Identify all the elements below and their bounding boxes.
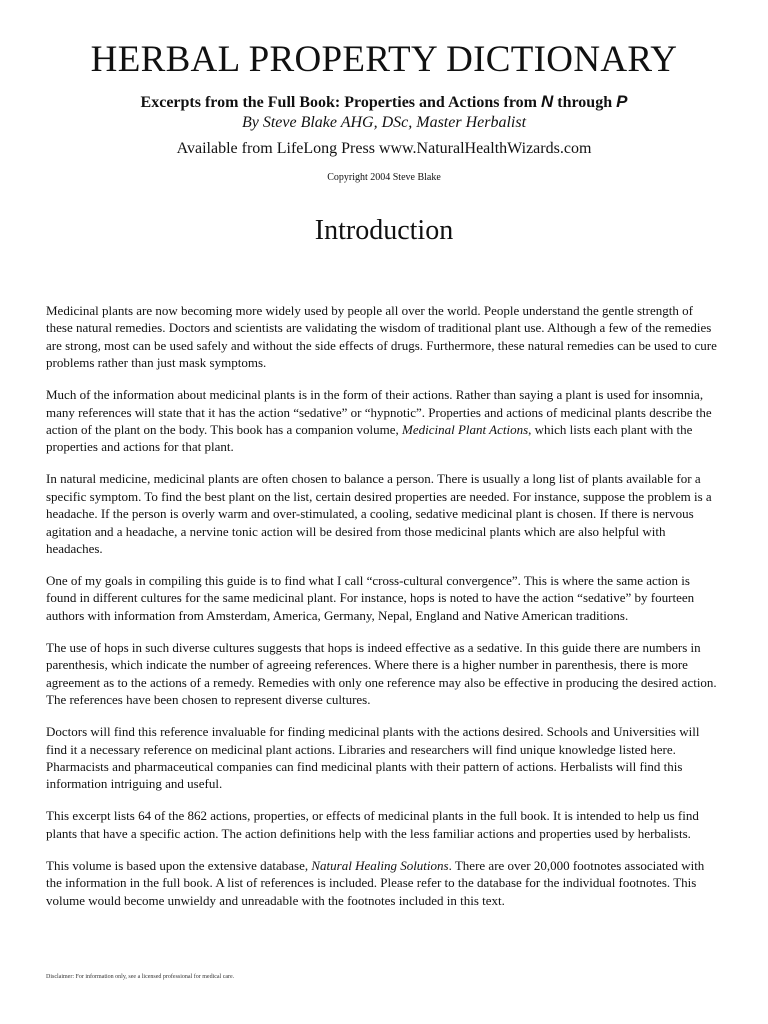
subtitle xyxy=(0,91,768,114)
paragraph-3: In natural medicine, medicinal plants are often chosen to balance a person. There is usually a long list of plants available for a specific symptom. To find the best plant on the list, certain desired properties are needed. For instance, suppose the problem is a headache. If the person is overly warm and over-stimulated, a cooling, sedative medicinal plant is chosen. If there is nervous agitation and a headache, a nervine tonic action will be desired from those medicinal plants which are also helpful with headaches. xyxy=(46,471,712,557)
paragraph-1: Medicinal plants are now becoming more widely used by people all over the world. People understand the gentle strength of these natural remedies. Doctors and scientists are validating the wisdom of traditional plant use. Although a few of the remedies are strong, most can be used safely and without the side effects of drugs. Furthermore, these natural remedies can be used to cure problems rather than just mask symptoms. xyxy=(46,303,717,371)
paragraph-6: Doctors will find this reference invaluable for finding medicinal plants with the actions desired. Schools and Universities will find it a necessary reference on medicinal plant actions. Libraries and researchers will find unique knowledge listed here. Pharmacists and pharmaceutical companies can find medicinal plants with their pattern of actions. Herbalists will find this information intriguing and useful. xyxy=(46,724,700,792)
paragraph-8 xyxy=(46,857,722,909)
database-title-natural-healing-solutions: Natural Healing Solutions xyxy=(311,857,449,873)
disclaimer: Disclaimer: For information only, see a licensed professional for medical care. xyxy=(46,974,235,980)
author-line: By Steve Blake AHG, DSc, Master Herbalist xyxy=(241,114,527,131)
paragraph-8-text-a: This volume is based upon the extensive database, xyxy=(46,857,312,873)
subtitle-text: Excerpts from the Full Book: Properties and Actions from xyxy=(140,94,541,111)
body-text xyxy=(46,302,722,924)
paragraph-2 xyxy=(46,386,722,456)
subtitle-letter-p: P xyxy=(616,92,628,111)
paragraph-7: This excerpt lists 64 of the 862 actions, properties, or effects of medicinal plants in the full book. It is intended to help us find plants that have a specific action. The action definitions help with the less familiar actions and properties used by herbalists. xyxy=(46,808,699,841)
subtitle-through: through xyxy=(553,94,617,111)
section-heading: Introduction xyxy=(314,215,454,246)
book-title-medicinal-plant-actions: Medicinal Plant Actions xyxy=(402,422,529,438)
paragraph-5: The use of hops in such diverse cultures suggests that hops is indeed effective as a sedative. In this guide there are numbers in parenthesis, which indicate the number of agreeing references. Where there is a higher number in parenthesis, there is more agreement as to the actions of a remedy. Remedies with only one reference may also be effective in producing the desired action. The references have been chosen to represent diverse cultures. xyxy=(46,639,717,708)
paragraph-4: One of my goals in compiling this guide is to find what I call “cross-cultural convergence”. This is where the same action is found in different cultures for the same medicinal plant. For instance, hops is noted to have the action “sedative” by fourteen authors with information from Amsterdam, America, Germany, Nepal, England and Native American traditions. xyxy=(46,573,695,623)
copyright-notice: Copyright 2004 Steve Blake xyxy=(327,172,441,183)
page-title: HERBAL PROPERTY DICTIONARY xyxy=(90,39,678,80)
subtitle-letter-n: N xyxy=(540,92,554,111)
availability-line: Available from LifeLong Press www.NaturalHealthWizards.com xyxy=(176,140,592,157)
paragraph-8-text-b: . There are over 20,000 footnotes associated with the information in the full book. A list of references is included. Please refer to the database for the individual footnotes. This volume would become unwieldy and unreadable with the footnotes included in this text. xyxy=(46,857,705,908)
paragraph-2-text-a: Much of the information about medicinal plants is in the form of their actions. Rather than saying a plant is used for insomnia, many references will state that it has the action “sedative” or “hypnotic”. Properties and actions of medicinal plants describe the action of the plant on the body. This book has a companion volume, xyxy=(46,387,712,438)
paragraph-2-text-b: , which lists each plant with the properties and actions for that plant. xyxy=(46,422,693,455)
